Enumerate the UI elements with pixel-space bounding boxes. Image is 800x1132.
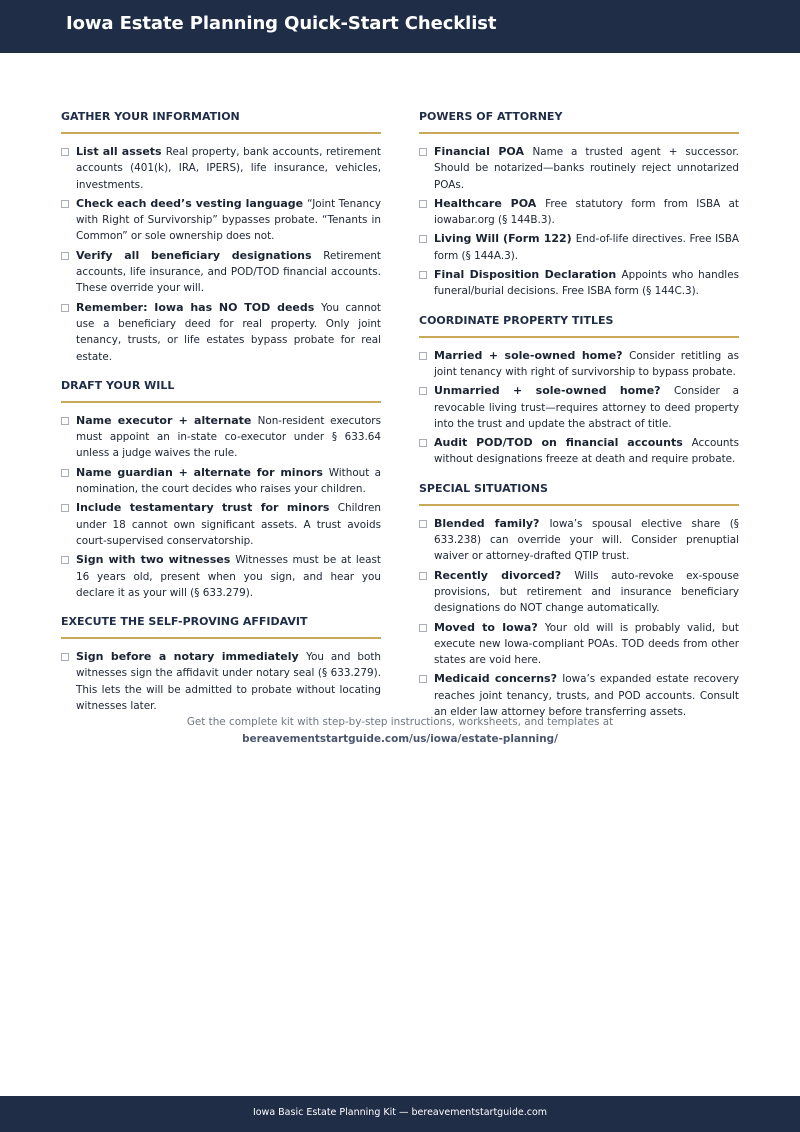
page-header [0,0,800,53]
checklist-item [61,300,381,365]
section-heading: EXECUTE THE SELF-PROVING AFFIDAVIT [61,615,381,639]
section-heading: DRAFT YOUR WILL [61,379,381,403]
section-heading: POWERS OF ATTORNEY [419,110,739,134]
item-title: Sign before a notary immediately [76,650,307,664]
checklist-item [419,568,739,617]
item-description: Witnesses must be at least 16 years old, present when you sign, and hear you declare it as your will (§ 633.279). [76,554,381,599]
item-title: Name guardian + alternate for minors [76,465,329,479]
item-title: List all assets [76,145,166,158]
item-title: Sign with two witnesses [76,553,236,567]
item-title: Recently divorced? [434,568,575,582]
checklist-item [61,196,381,245]
checklist-item [61,465,381,498]
section-special-situations [419,482,739,721]
item-title: Married + sole-owned home? [434,348,630,362]
section-gather-information [61,110,381,365]
checkbox-icon[interactable] [61,200,69,208]
item-description: You cannot use a beneficiary deed for real property. Only joint tenancy, trusts, or life estates bypass probate for real estate. [76,301,381,363]
checklist-item [61,144,381,193]
section-heading: SPECIAL SITUATIONS [419,482,739,506]
item-title: Audit POD/TOD on financial accounts [434,436,692,450]
item-description: Iowa’s expanded estate recovery reaches joint tenancy, trusts, and POD accounts. Consult an elder law attorney before transferring assets. [434,673,739,719]
item-description: Retirement accounts, life insurance, and POD/TOD financial accounts. These override your will. [76,249,381,295]
item-description: Your old will is probably valid, but execute new Iowa-compliant POAs. TOD deeds from other states are void here. [434,621,739,667]
section-heading: COORDINATE PROPERTY TITLES [419,314,739,338]
checklist-item [419,144,739,193]
checkbox-icon[interactable] [419,271,427,279]
checkbox-icon[interactable] [419,200,427,208]
section-self-proving-affidavit [61,615,381,714]
item-description: Appoints who handles funeral/burial decisions. Free ISBA form (§ 144C.3). [434,269,739,298]
checklist-item [61,649,381,714]
checkbox-icon[interactable] [61,417,69,425]
item-title: Check each deed’s vesting language [76,196,308,210]
item-title: Moved to Iowa? [434,620,545,634]
checklist-item [419,231,739,264]
checkbox-icon[interactable] [419,439,427,447]
item-title: Financial POA [434,145,533,158]
checkbox-icon[interactable] [419,387,427,395]
checkbox-icon[interactable] [61,556,69,564]
checklist-item [61,248,381,297]
page-title: Iowa Estate Planning Quick-Start Checklist [66,13,497,34]
item-description: Free statutory form from ISBA at iowabar.org (§ 144B.3). [434,197,739,227]
section-draft-will [61,379,381,601]
checkbox-icon[interactable] [61,304,69,312]
checklist-item [419,435,739,468]
checklist-item [419,516,739,565]
checklist-item [419,383,739,432]
item-description: “Joint Tenancy with Right of Survivorship” bypasses probate. “Tenants in Common” or sole ownership does not. [76,197,381,243]
item-title: Name executor + alternate [76,413,258,427]
section-heading: GATHER YOUR INFORMATION [61,110,381,134]
item-description: Iowa’s spousal elective share (§ 633.238) can override your will. Consider prenuptial waiver or attorney-drafted QTIP trust. [434,517,740,563]
checkbox-icon[interactable] [419,520,427,528]
call-to-action [0,714,800,748]
checklist-item [419,620,739,669]
footer-text: Iowa Basic Estate Planning Kit — bereavementstartguide.com [252,1107,548,1118]
item-description: Real property, bank accounts, retirement accounts (401(k), IRA, IPERS), life insurance, vehicles, investments. [76,146,382,191]
item-title: Blended family? [434,516,550,530]
item-title: Include testamentary trust for minors [76,501,338,515]
item-title: Medicaid concerns? [434,672,563,686]
checkbox-icon[interactable] [419,352,427,360]
right-column [419,110,739,734]
item-title: Healthcare POA [434,196,546,210]
checkbox-icon[interactable] [61,252,69,260]
checklist-item [419,196,739,229]
section-property-titles [419,314,739,468]
checkbox-icon[interactable] [61,653,69,661]
item-description: End-of-life directives. Free ISBA form (§ 144A.3). [434,233,739,262]
item-description: Consider retitling as joint tenancy with right of survivorship to bypass probate. [434,349,739,378]
checkbox-icon[interactable] [419,235,427,243]
item-description: Wills auto-revoke ex-spouse provisions, but retirement and insurance beneficiary designations do NOT change automatically. [434,569,740,615]
cta-text: Get the complete kit with step-by-step instructions, worksheets, and templates at [186,716,614,728]
checkbox-icon[interactable] [61,148,69,156]
checkbox-icon[interactable] [419,624,427,632]
item-title: Remember: Iowa has NO TOD deeds [76,300,322,314]
item-description: Children under 18 cannot own significant assets. A trust avoids court-supervised conservatorship. [76,502,381,547]
checkbox-icon[interactable] [61,469,69,477]
item-description: You and both witnesses sign the affidavit under notary seal (§ 633.279). This lets the will be admitted to probate without locating witnesses later. [76,651,381,713]
checklist-item [61,413,381,462]
checklist-item [61,500,381,549]
item-title: Verify all beneficiary designations [76,248,324,262]
checklist-item [419,348,739,381]
section-powers-of-attorney [419,110,739,300]
item-description: Consider a revocable living trust—requires attorney to deed property into the trust and update the abstract of title. [434,385,739,430]
checkbox-icon[interactable] [419,572,427,580]
item-description: Without a nomination, the court decides who raises your children. [76,466,381,496]
checkbox-icon[interactable] [61,504,69,512]
checkbox-icon[interactable] [419,148,427,156]
item-title: Final Disposition Declaration [434,268,622,282]
item-description: Non-resident executors must appoint an in-state co-executor under § 633.64 unless a judge waives the rule. [76,414,381,460]
cta-link[interactable]: bereavementstartguide.com/us/iowa/estate-planning/ [242,733,558,745]
item-description: Accounts without designations freeze at death and require probate. [434,437,739,466]
page-footer [0,1096,800,1132]
item-description: Name a trusted agent + successor. Should be notarized—banks routinely reject unnotarized POAs. [434,146,739,191]
item-title: Living Will (Form 122) [434,232,576,246]
checklist-item [419,671,739,720]
left-column [61,110,381,728]
checklist-item [419,267,739,300]
checklist-item [61,552,381,601]
item-title: Unmarried + sole-owned home? [434,384,674,398]
checkbox-icon[interactable] [419,675,427,683]
